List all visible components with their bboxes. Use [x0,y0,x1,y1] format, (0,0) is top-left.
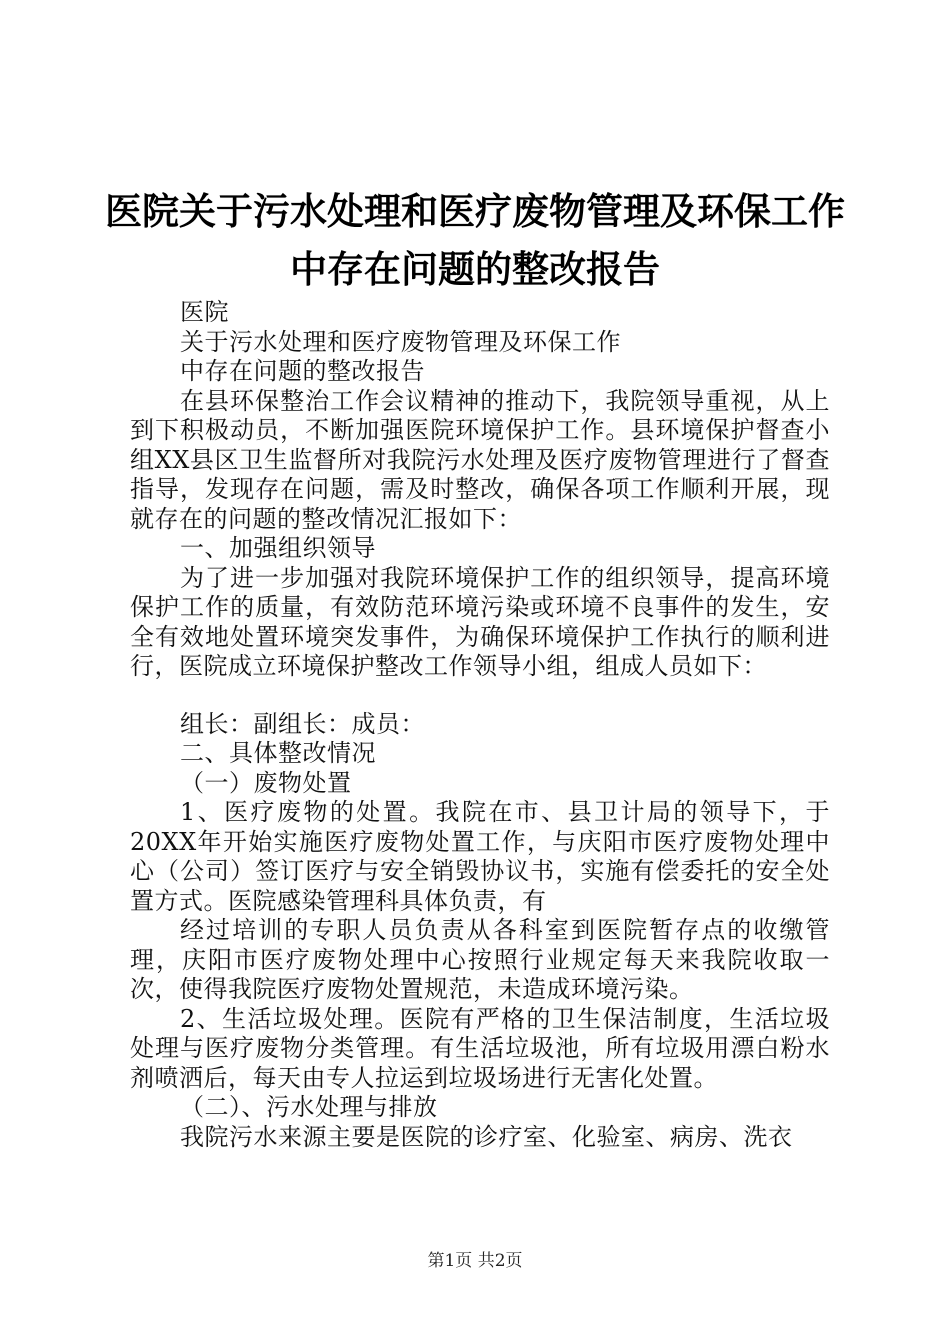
subsection-heading-waste: （一）废物处置 [180,768,352,797]
paragraph-collection: 经过培训的专职人员负责从各科室到医院暂存点的收缴管理，庆阳市医疗废物处理中心按照行业规定每天来我院收取一次，使得我院医疗废物处置规范，未造成环境污染。 [130,916,830,1003]
heading-hospital: 医院 [180,298,229,326]
paragraph-domestic-waste: 2、生活垃圾处理。医院有严格的卫生保洁制度，生活垃圾处理与医疗废物分类管理。有生活垃圾池，所有垃圾用漂白粉水剂喷洒后，每天由专人拉运到垃圾场进行无害化处置。 [130,1004,830,1092]
section-heading-1: 一、加强组织领导 [180,534,376,562]
page-footer: 第1页 共2页 [427,1251,523,1271]
heading-report: 中存在问题的整改报告 [180,357,425,385]
paragraph-intro: 在县环保整治工作会议精神的推动下，我院领导重视，从上到下积极动员，不断加强医院环境保护工作。县环境保护督查小组XX县区卫生监督所对我院污水处理及医疗废物管理进行了督查指导，发现存在问题，需及时整改，确保各项工作顺利开展，现就存在的问题的整改情况汇报如下： [130,386,830,533]
document-body [130,298,830,1152]
paragraph-members: 组长：副组长：成员： [180,709,425,738]
section-heading-2: 二、具体整改情况 [180,739,376,767]
document-title-line-2: 中存在问题的整改报告 [290,248,660,291]
paragraph-organization: 为了进一步加强对我院环境保护工作的组织领导，提高环境保护工作的质量，有效防范环境污染或环境不良事件的发生，安全有效地处置环境突发事件，为确保环境保护工作执行的顺利进行，医院成立环境保护整改工作领导小组，组成人员如下： [130,563,830,680]
paragraph-sewage: 我院污水来源主要是医院的诊疗室、化验室、病房、洗衣 [180,1122,793,1151]
document-title-line-1: 医院关于污水处理和医疗废物管理及环保工作 [105,190,845,233]
subsection-heading-sewage: （二）、污水处理与排放 [180,1093,438,1121]
heading-subject: 关于污水处理和医疗废物管理及环保工作 [180,327,621,356]
paragraph-medical-waste: 1、医疗废物的处置。我院在市、县卫计局的领导下，于20XX年开始实施医疗废物处置工作，与庆阳市医疗废物处理中心（公司）签订医疗与安全销毁协议书，实施有偿委托的安全处置方式。医院感染管理科具体负责，有 [130,798,830,915]
